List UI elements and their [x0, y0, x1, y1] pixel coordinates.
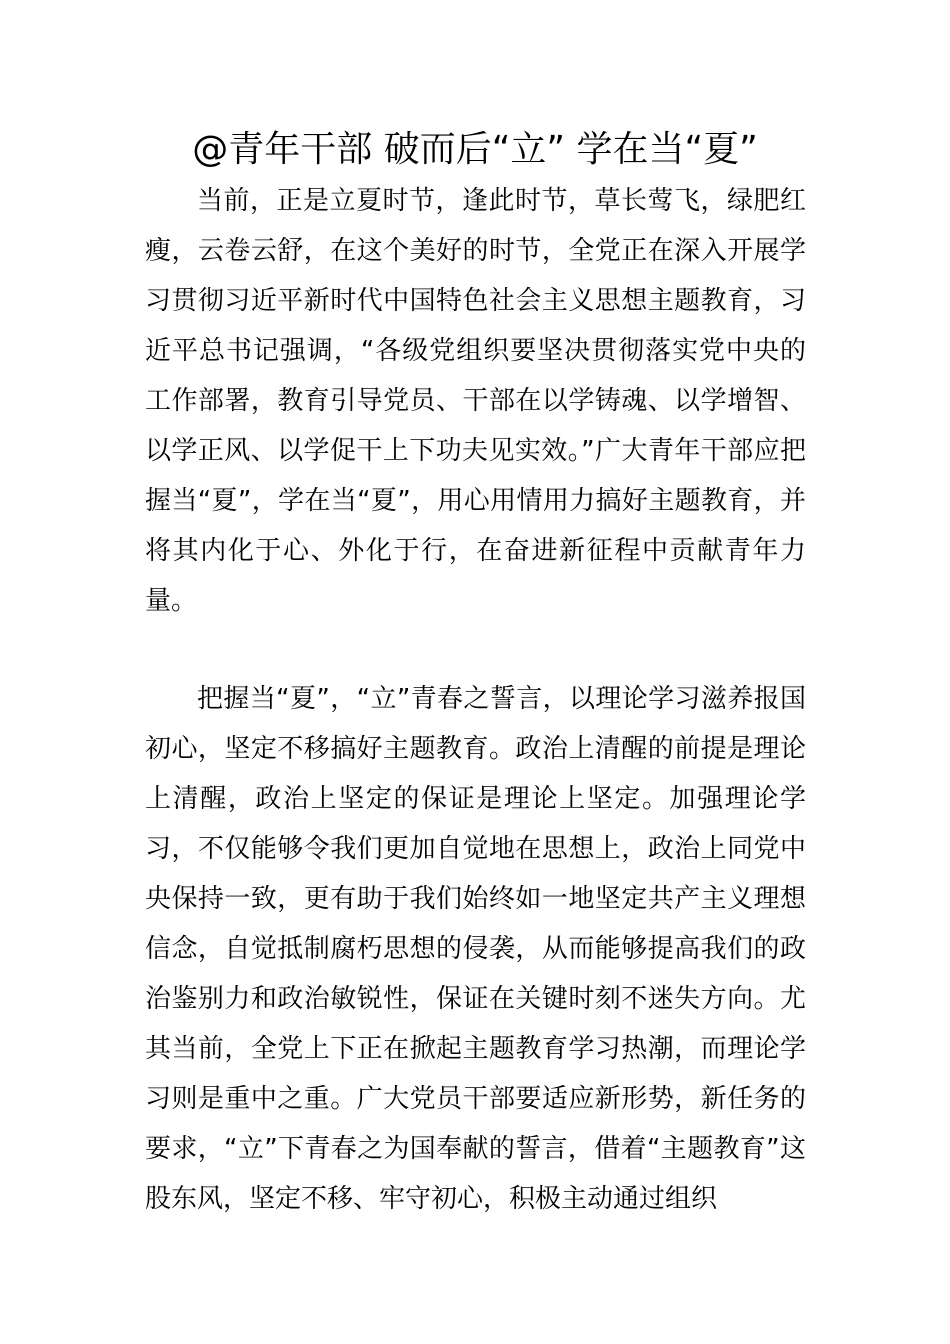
paragraph-2: 把握当“夏”，“立”青春之誓言，以理论学习滋养报国初心，坚定不移搞好主题教育。政治上清醒的前提是理论上清醒，政治上坚定的保证是理论上坚定。加强理论学习，不仅能够令我们更加自觉地在思想上，政治上同党中央保持一致，更有助于我们始终如一地坚定共产主义理想信念，自觉抵制腐朽思想的侵袭，从而能够提高我们的政治鉴别力和政治敏锐性，保证在关键时刻不迷失方向。尤其当前，全党上下正在掀起主题教育学习热潮，而理论学习则是重中之重。广大党员干部要适应新形势，新任务的要求，“立”下青春之为国奉献的誓言，借着“主题教育”这股东风，坚定不移、牢守初心，积极主动通过组织 [145, 684, 806, 1214]
paragraph-1: 当前，正是立夏时节，逢此时节，草长莺飞，绿肥红瘦，云卷云舒，在这个美好的时节，全党正在深入开展学习贯彻习近平新时代中国特色社会主义思想主题教育，习近平总书记强调，“各级党组织要坚决贯彻落实党中央的工作部署，教育引导党员、干部在以学铸魂、以学增智、以学正风、以学促干上下功夫见实效。”广大青年干部应把握当“夏”，学在当“夏”，用心用情用力搞好主题教育，并将其内化于心、外化于行，在奋进新征程中贡献青年力量。 [145, 186, 806, 616]
document-title: @青年干部 破而后“立” 学在当“夏” [192, 129, 758, 170]
